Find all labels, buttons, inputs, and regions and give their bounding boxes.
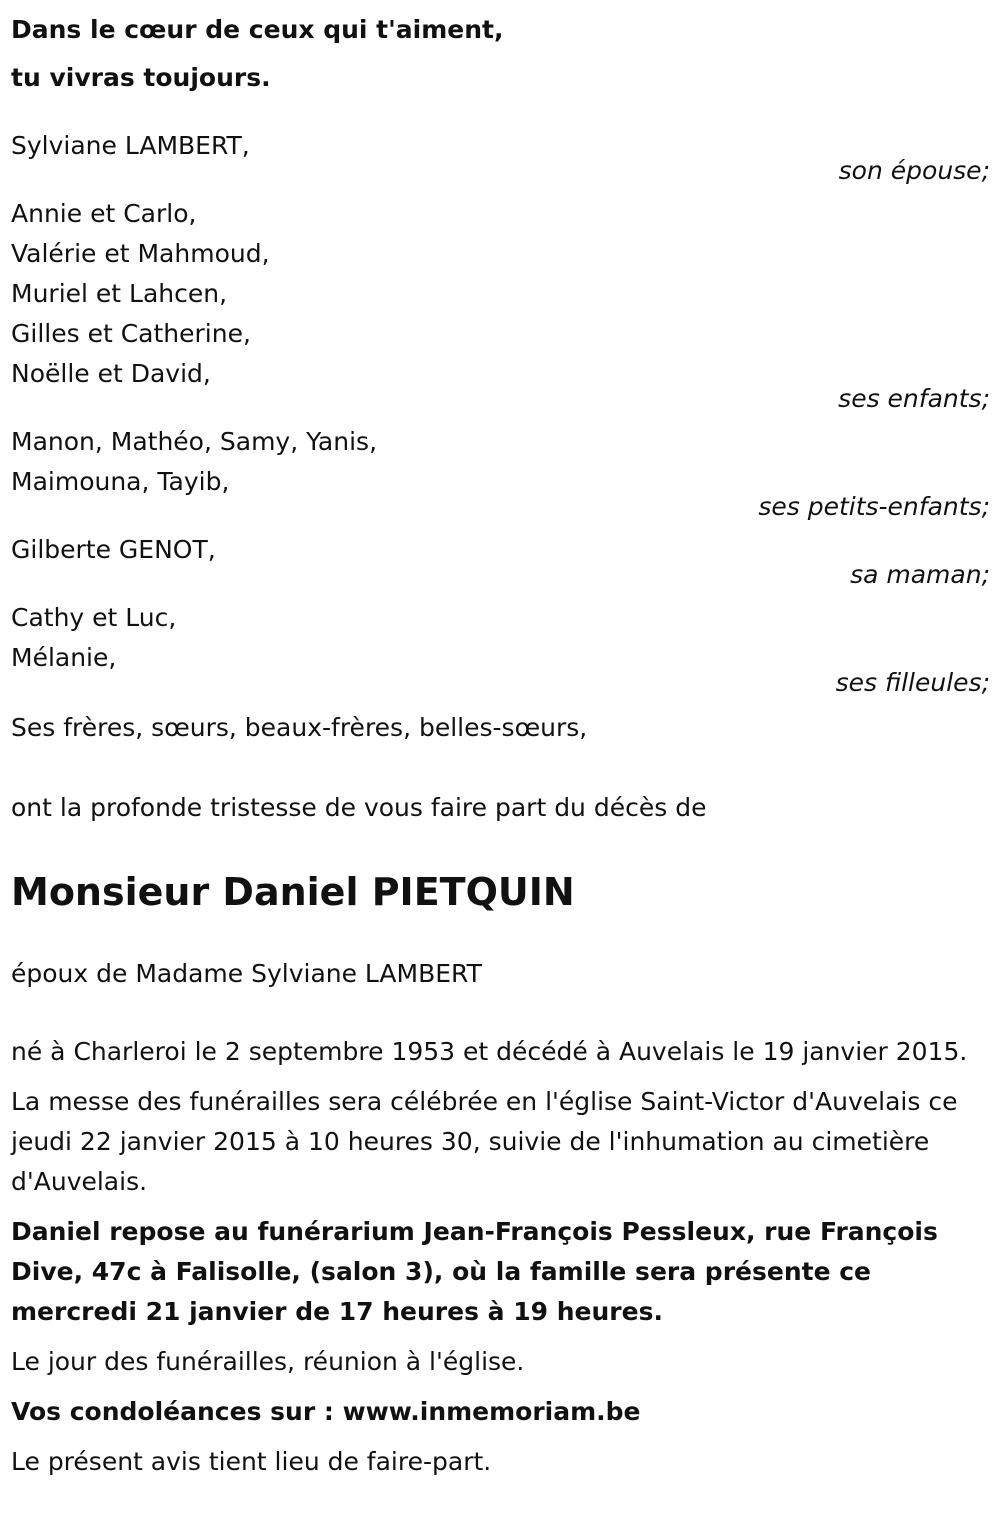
- epigraph-line-1: Dans le cœur de ceux qui t'aiment,: [11, 15, 504, 44]
- mass-info: La messe des funérailles sera célébrée en l'église Saint-Victor d'Auvelais ce jeudi 22 janvier 2015 à 10 heures 30, suivie de l'inhumation au cimetière d'Auvelais.: [11, 1087, 958, 1196]
- birth-death-info: né à Charleroi le 2 septembre 1953 et décédé à Auvelais le 19 janvier 2015.: [11, 1037, 968, 1066]
- family-list: [11, 126, 990, 748]
- family-name: Noëlle et David,: [11, 359, 211, 388]
- family-group-siblings: [11, 708, 990, 748]
- announcement: ont la profonde tristesse de vous faire part du décès de: [11, 793, 707, 822]
- family-group-spouse: [11, 126, 990, 194]
- family-relation: son épouse;: [838, 156, 990, 185]
- family-name: Mélanie,: [11, 643, 117, 672]
- family-name: Manon, Mathéo, Samy, Yanis,: [11, 427, 378, 456]
- family-name: Muriel et Lahcen,: [11, 279, 228, 308]
- epigraph: [11, 6, 990, 102]
- deceased-name: Monsieur Daniel PIETQUIN: [11, 870, 575, 914]
- family-relation: ses petits-enfants;: [758, 492, 990, 521]
- family-name: Cathy et Luc,: [11, 603, 177, 632]
- family-relation: ses enfants;: [838, 384, 990, 413]
- family-relation: sa maman;: [850, 560, 990, 589]
- family-name: Gilles et Catherine,: [11, 319, 251, 348]
- funerarium-info: Daniel repose au funérarium Jean-François Pessleux, rue François Dive, 47c à Falisolle, (salon 3), où la famille sera présente ce mercredi 21 janvier de 17 heures à 19 heures.: [11, 1217, 938, 1326]
- family-name: Sylviane LAMBERT,: [11, 131, 250, 160]
- family-name: Valérie et Mahmoud,: [11, 239, 270, 268]
- family-group-goddaughters: [11, 598, 990, 706]
- family-group-children: [11, 194, 990, 422]
- family-name: Maimouna, Tayib,: [11, 467, 230, 496]
- family-group-grandchildren: [11, 422, 990, 530]
- epigraph-line-2: tu vivras toujours.: [11, 63, 271, 92]
- family-group-mother: [11, 530, 990, 598]
- family-relation: ses filleules;: [835, 668, 990, 697]
- meeting-info: Le jour des funérailles, réunion à l'église.: [11, 1347, 525, 1376]
- notice-statement: Le présent avis tient lieu de faire-part.: [11, 1447, 492, 1476]
- condolences-link[interactable]: Vos condoléances sur : www.inmemoriam.be: [11, 1397, 641, 1426]
- family-name: Ses frères, sœurs, beaux-frères, belles-sœurs,: [11, 713, 588, 742]
- family-name: Annie et Carlo,: [11, 199, 197, 228]
- spouse-line: époux de Madame Sylviane LAMBERT: [11, 959, 482, 988]
- family-name: Gilberte GENOT,: [11, 535, 216, 564]
